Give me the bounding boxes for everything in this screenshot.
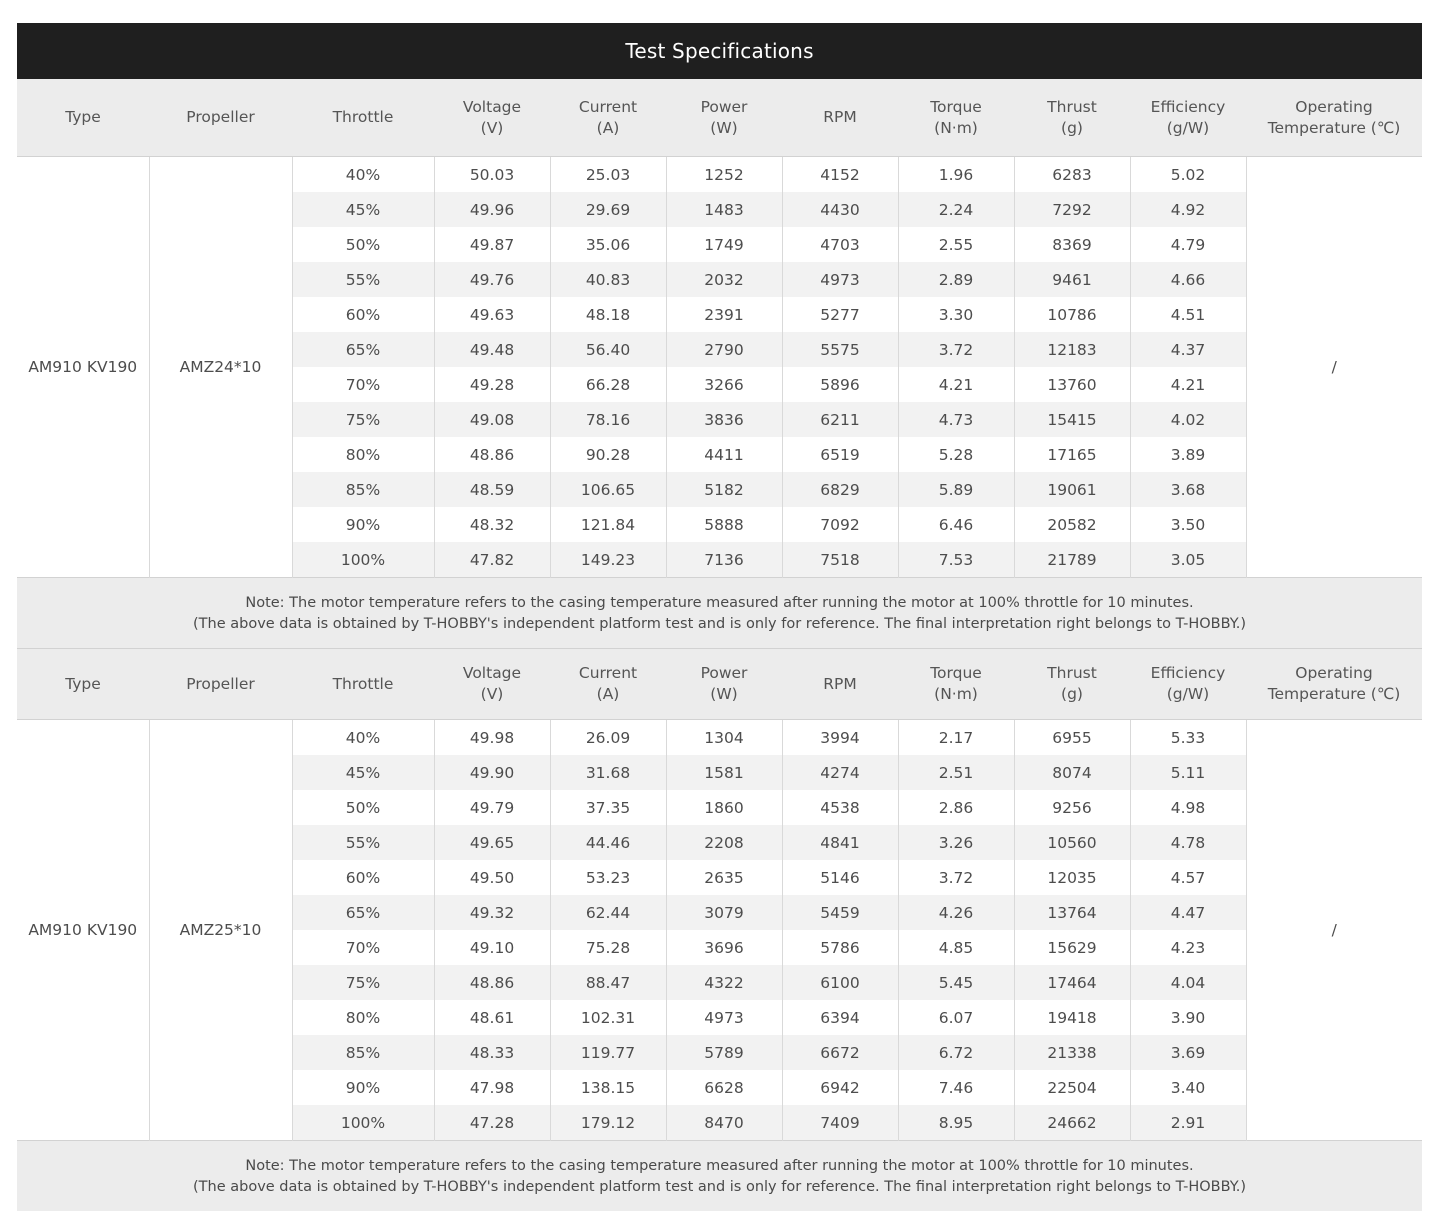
thrust-cell: 15415 xyxy=(1014,402,1130,437)
header-row xyxy=(17,649,1422,720)
rpm-cell: 4430 xyxy=(782,192,898,227)
header-torque xyxy=(898,79,1014,157)
current-cell: 149.23 xyxy=(550,542,666,578)
header-thrust xyxy=(1014,649,1130,720)
rpm-cell: 5786 xyxy=(782,930,898,965)
power-cell: 2635 xyxy=(666,860,782,895)
throttle-cell: 75% xyxy=(292,402,434,437)
voltage-cell: 48.33 xyxy=(434,1035,550,1070)
voltage-cell: 49.76 xyxy=(434,262,550,297)
current-cell: 48.18 xyxy=(550,297,666,332)
header-text: Current xyxy=(550,97,666,118)
thrust-cell: 7292 xyxy=(1014,192,1130,227)
current-cell: 37.35 xyxy=(550,790,666,825)
header-current xyxy=(550,79,666,157)
voltage-cell: 49.65 xyxy=(434,825,550,860)
power-cell: 5888 xyxy=(666,507,782,542)
thrust-cell: 10786 xyxy=(1014,297,1130,332)
header-text: Efficiency xyxy=(1130,97,1246,118)
header-text: Type xyxy=(17,674,149,695)
rpm-cell: 6829 xyxy=(782,472,898,507)
efficiency-cell: 4.21 xyxy=(1130,367,1246,402)
thrust-cell: 12183 xyxy=(1014,332,1130,367)
torque-cell: 2.51 xyxy=(898,755,1014,790)
rpm-cell: 6672 xyxy=(782,1035,898,1070)
header-propeller xyxy=(149,649,292,720)
header-efficiency xyxy=(1130,79,1246,157)
header-text: Thrust xyxy=(1014,97,1130,118)
throttle-cell: 100% xyxy=(292,1105,434,1141)
rpm-cell: 5575 xyxy=(782,332,898,367)
power-cell: 2032 xyxy=(666,262,782,297)
power-cell: 1483 xyxy=(666,192,782,227)
throttle-cell: 90% xyxy=(292,507,434,542)
header-efficiency xyxy=(1130,649,1246,720)
type-cell: AM910 KV190 xyxy=(17,157,149,578)
current-cell: 88.47 xyxy=(550,965,666,1000)
throttle-cell: 65% xyxy=(292,332,434,367)
header-text: (N·m) xyxy=(898,684,1014,705)
efficiency-cell: 3.40 xyxy=(1130,1070,1246,1105)
rpm-cell: 5277 xyxy=(782,297,898,332)
power-cell: 1749 xyxy=(666,227,782,262)
header-text: (A) xyxy=(550,684,666,705)
note-line-2: (The above data is obtained by T-HOBBY's independent platform test and is only for reference. The final interpretation right belongs to T-HOBBY.) xyxy=(17,1177,1422,1198)
thrust-cell: 20582 xyxy=(1014,507,1130,542)
torque-cell: 5.28 xyxy=(898,437,1014,472)
throttle-cell: 40% xyxy=(292,157,434,193)
efficiency-cell: 4.92 xyxy=(1130,192,1246,227)
note-row xyxy=(17,1141,1422,1211)
throttle-cell: 70% xyxy=(292,367,434,402)
voltage-cell: 48.59 xyxy=(434,472,550,507)
throttle-cell: 90% xyxy=(292,1070,434,1105)
current-cell: 121.84 xyxy=(550,507,666,542)
propeller-cell: AMZ24*10 xyxy=(149,157,292,578)
rpm-cell: 4274 xyxy=(782,755,898,790)
torque-cell: 1.96 xyxy=(898,157,1014,193)
voltage-cell: 47.98 xyxy=(434,1070,550,1105)
throttle-cell: 45% xyxy=(292,755,434,790)
rpm-cell: 6519 xyxy=(782,437,898,472)
type-cell: AM910 KV190 xyxy=(17,720,149,1141)
thrust-cell: 12035 xyxy=(1014,860,1130,895)
voltage-cell: 49.79 xyxy=(434,790,550,825)
torque-cell: 4.73 xyxy=(898,402,1014,437)
thrust-cell: 6283 xyxy=(1014,157,1130,193)
efficiency-cell: 3.05 xyxy=(1130,542,1246,578)
note-line-1: Note: The motor temperature refers to the casing temperature measured after running the motor at 100% throttle for 10 minutes. xyxy=(17,593,1422,614)
header-text: (A) xyxy=(550,118,666,139)
current-cell: 75.28 xyxy=(550,930,666,965)
rpm-cell: 6100 xyxy=(782,965,898,1000)
thrust-cell: 22504 xyxy=(1014,1070,1130,1105)
voltage-cell: 49.87 xyxy=(434,227,550,262)
note-cell xyxy=(17,1141,1422,1211)
header-text: Throttle xyxy=(292,674,434,695)
voltage-cell: 49.08 xyxy=(434,402,550,437)
current-cell: 44.46 xyxy=(550,825,666,860)
header-text: Propeller xyxy=(149,674,292,695)
power-cell: 2391 xyxy=(666,297,782,332)
voltage-cell: 48.32 xyxy=(434,507,550,542)
header-text: Voltage xyxy=(434,663,550,684)
power-cell: 6628 xyxy=(666,1070,782,1105)
power-cell: 5789 xyxy=(666,1035,782,1070)
thrust-cell: 21338 xyxy=(1014,1035,1130,1070)
table-row xyxy=(17,720,1422,756)
efficiency-cell: 2.91 xyxy=(1130,1105,1246,1141)
header-text: Temperature (℃) xyxy=(1246,118,1422,139)
torque-cell: 5.45 xyxy=(898,965,1014,1000)
voltage-cell: 48.86 xyxy=(434,437,550,472)
current-cell: 62.44 xyxy=(550,895,666,930)
current-cell: 29.69 xyxy=(550,192,666,227)
voltage-cell: 48.86 xyxy=(434,965,550,1000)
spec-table-1 xyxy=(17,79,1422,648)
header-power xyxy=(666,79,782,157)
rpm-cell: 3994 xyxy=(782,720,898,756)
current-cell: 35.06 xyxy=(550,227,666,262)
header-voltage xyxy=(434,79,550,157)
throttle-cell: 60% xyxy=(292,860,434,895)
efficiency-cell: 4.04 xyxy=(1130,965,1246,1000)
header-rpm xyxy=(782,79,898,157)
efficiency-cell: 4.57 xyxy=(1130,860,1246,895)
header-text: (W) xyxy=(666,684,782,705)
voltage-cell: 49.10 xyxy=(434,930,550,965)
efficiency-cell: 4.79 xyxy=(1130,227,1246,262)
power-cell: 3696 xyxy=(666,930,782,965)
torque-cell: 4.21 xyxy=(898,367,1014,402)
voltage-cell: 49.98 xyxy=(434,720,550,756)
rpm-cell: 4841 xyxy=(782,825,898,860)
rpm-cell: 4703 xyxy=(782,227,898,262)
throttle-cell: 55% xyxy=(292,825,434,860)
header-text: Operating xyxy=(1246,97,1422,118)
voltage-cell: 48.61 xyxy=(434,1000,550,1035)
header-text: (g) xyxy=(1014,118,1130,139)
efficiency-cell: 4.78 xyxy=(1130,825,1246,860)
header-text: (g) xyxy=(1014,684,1130,705)
efficiency-cell: 3.90 xyxy=(1130,1000,1246,1035)
torque-cell: 4.85 xyxy=(898,930,1014,965)
throttle-cell: 80% xyxy=(292,1000,434,1035)
power-cell: 5182 xyxy=(666,472,782,507)
header-text: Thrust xyxy=(1014,663,1130,684)
note-text xyxy=(17,1141,1422,1211)
thrust-cell: 15629 xyxy=(1014,930,1130,965)
power-cell: 4322 xyxy=(666,965,782,1000)
page-title xyxy=(17,23,1422,79)
rpm-cell: 7518 xyxy=(782,542,898,578)
header-voltage xyxy=(434,649,550,720)
header-row xyxy=(17,79,1422,157)
power-cell: 1860 xyxy=(666,790,782,825)
rpm-cell: 6211 xyxy=(782,402,898,437)
power-cell: 1581 xyxy=(666,755,782,790)
thrust-cell: 24662 xyxy=(1014,1105,1130,1141)
header-type xyxy=(17,649,149,720)
efficiency-cell: 3.50 xyxy=(1130,507,1246,542)
throttle-cell: 45% xyxy=(292,192,434,227)
note-row xyxy=(17,578,1422,649)
rpm-cell: 4538 xyxy=(782,790,898,825)
header-text: Operating xyxy=(1246,663,1422,684)
torque-cell: 7.46 xyxy=(898,1070,1014,1105)
note-text xyxy=(17,578,1422,648)
voltage-cell: 49.28 xyxy=(434,367,550,402)
header-thrust xyxy=(1014,79,1130,157)
thrust-cell: 6955 xyxy=(1014,720,1130,756)
header-power xyxy=(666,649,782,720)
header-text: (g/W) xyxy=(1130,684,1246,705)
thrust-cell: 8369 xyxy=(1014,227,1130,262)
thrust-cell: 21789 xyxy=(1014,542,1130,578)
voltage-cell: 47.28 xyxy=(434,1105,550,1141)
header-current xyxy=(550,649,666,720)
header-type xyxy=(17,79,149,157)
thrust-cell: 13764 xyxy=(1014,895,1130,930)
rpm-cell: 5459 xyxy=(782,895,898,930)
throttle-cell: 65% xyxy=(292,895,434,930)
power-cell: 3079 xyxy=(666,895,782,930)
voltage-cell: 49.50 xyxy=(434,860,550,895)
torque-cell: 2.55 xyxy=(898,227,1014,262)
voltage-cell: 49.48 xyxy=(434,332,550,367)
thrust-cell: 10560 xyxy=(1014,825,1130,860)
header-text: (W) xyxy=(666,118,782,139)
throttle-cell: 85% xyxy=(292,1035,434,1070)
efficiency-cell: 5.11 xyxy=(1130,755,1246,790)
rpm-cell: 5896 xyxy=(782,367,898,402)
torque-cell: 3.30 xyxy=(898,297,1014,332)
torque-cell: 2.17 xyxy=(898,720,1014,756)
torque-cell: 3.72 xyxy=(898,332,1014,367)
rpm-cell: 6394 xyxy=(782,1000,898,1035)
temperature-cell: / xyxy=(1246,720,1422,1141)
rpm-cell: 4973 xyxy=(782,262,898,297)
voltage-cell: 49.90 xyxy=(434,755,550,790)
throttle-cell: 60% xyxy=(292,297,434,332)
header-text: Torque xyxy=(898,663,1014,684)
note-line-1: Note: The motor temperature refers to the casing temperature measured after running the motor at 100% throttle for 10 minutes. xyxy=(17,1156,1422,1177)
current-cell: 40.83 xyxy=(550,262,666,297)
throttle-cell: 100% xyxy=(292,542,434,578)
torque-cell: 2.24 xyxy=(898,192,1014,227)
header-rpm xyxy=(782,649,898,720)
efficiency-cell: 4.23 xyxy=(1130,930,1246,965)
efficiency-cell: 4.98 xyxy=(1130,790,1246,825)
current-cell: 53.23 xyxy=(550,860,666,895)
thrust-cell: 9256 xyxy=(1014,790,1130,825)
thrust-cell: 17165 xyxy=(1014,437,1130,472)
voltage-cell: 47.82 xyxy=(434,542,550,578)
current-cell: 90.28 xyxy=(550,437,666,472)
temperature-cell: / xyxy=(1246,157,1422,578)
thrust-cell: 19418 xyxy=(1014,1000,1130,1035)
power-cell: 1304 xyxy=(666,720,782,756)
header-text: Type xyxy=(17,107,149,128)
header-text: Power xyxy=(666,663,782,684)
rpm-cell: 5146 xyxy=(782,860,898,895)
current-cell: 102.31 xyxy=(550,1000,666,1035)
header-text: Power xyxy=(666,97,782,118)
throttle-cell: 50% xyxy=(292,790,434,825)
voltage-cell: 49.63 xyxy=(434,297,550,332)
efficiency-cell: 3.89 xyxy=(1130,437,1246,472)
power-cell: 2790 xyxy=(666,332,782,367)
power-cell: 4973 xyxy=(666,1000,782,1035)
header-text: Efficiency xyxy=(1130,663,1246,684)
efficiency-cell: 4.51 xyxy=(1130,297,1246,332)
header-text: Torque xyxy=(898,97,1014,118)
power-cell: 3266 xyxy=(666,367,782,402)
thrust-cell: 17464 xyxy=(1014,965,1130,1000)
current-cell: 25.03 xyxy=(550,157,666,193)
voltage-cell: 49.32 xyxy=(434,895,550,930)
current-cell: 119.77 xyxy=(550,1035,666,1070)
efficiency-cell: 4.02 xyxy=(1130,402,1246,437)
header-torque xyxy=(898,649,1014,720)
header-throttle xyxy=(292,79,434,157)
header-text: (V) xyxy=(434,684,550,705)
power-cell: 1252 xyxy=(666,157,782,193)
torque-cell: 6.07 xyxy=(898,1000,1014,1035)
power-cell: 4411 xyxy=(666,437,782,472)
torque-cell: 8.95 xyxy=(898,1105,1014,1141)
throttle-cell: 75% xyxy=(292,965,434,1000)
power-cell: 8470 xyxy=(666,1105,782,1141)
current-cell: 66.28 xyxy=(550,367,666,402)
torque-cell: 4.26 xyxy=(898,895,1014,930)
rpm-cell: 6942 xyxy=(782,1070,898,1105)
throttle-cell: 80% xyxy=(292,437,434,472)
header-text: Current xyxy=(550,663,666,684)
efficiency-cell: 3.69 xyxy=(1130,1035,1246,1070)
header-propeller xyxy=(149,79,292,157)
efficiency-cell: 5.33 xyxy=(1130,720,1246,756)
efficiency-cell: 4.37 xyxy=(1130,332,1246,367)
efficiency-cell: 4.66 xyxy=(1130,262,1246,297)
torque-cell: 6.46 xyxy=(898,507,1014,542)
current-cell: 106.65 xyxy=(550,472,666,507)
header-throttle xyxy=(292,649,434,720)
power-cell: 2208 xyxy=(666,825,782,860)
header-text: (N·m) xyxy=(898,118,1014,139)
propeller-cell: AMZ25*10 xyxy=(149,720,292,1141)
efficiency-cell: 4.47 xyxy=(1130,895,1246,930)
header-temperature xyxy=(1246,79,1422,157)
spec-table-2 xyxy=(17,648,1422,1211)
throttle-cell: 40% xyxy=(292,720,434,756)
thrust-cell: 13760 xyxy=(1014,367,1130,402)
throttle-cell: 70% xyxy=(292,930,434,965)
torque-cell: 7.53 xyxy=(898,542,1014,578)
header-text: Throttle xyxy=(292,107,434,128)
voltage-cell: 49.96 xyxy=(434,192,550,227)
torque-cell: 2.86 xyxy=(898,790,1014,825)
page-title-text: Test Specifications xyxy=(625,39,813,63)
header-text: Temperature (℃) xyxy=(1246,684,1422,705)
throttle-cell: 50% xyxy=(292,227,434,262)
torque-cell: 6.72 xyxy=(898,1035,1014,1070)
efficiency-cell: 3.68 xyxy=(1130,472,1246,507)
rpm-cell: 4152 xyxy=(782,157,898,193)
torque-cell: 3.72 xyxy=(898,860,1014,895)
header-text: RPM xyxy=(782,107,898,128)
torque-cell: 2.89 xyxy=(898,262,1014,297)
current-cell: 179.12 xyxy=(550,1105,666,1141)
header-temperature xyxy=(1246,649,1422,720)
table-row xyxy=(17,157,1422,193)
header-text: Propeller xyxy=(149,107,292,128)
header-text: Voltage xyxy=(434,97,550,118)
voltage-cell: 50.03 xyxy=(434,157,550,193)
note-cell xyxy=(17,578,1422,649)
thrust-cell: 9461 xyxy=(1014,262,1130,297)
current-cell: 78.16 xyxy=(550,402,666,437)
throttle-cell: 55% xyxy=(292,262,434,297)
thrust-cell: 8074 xyxy=(1014,755,1130,790)
torque-cell: 5.89 xyxy=(898,472,1014,507)
rpm-cell: 7092 xyxy=(782,507,898,542)
header-text: (g/W) xyxy=(1130,118,1246,139)
current-cell: 31.68 xyxy=(550,755,666,790)
power-cell: 7136 xyxy=(666,542,782,578)
efficiency-cell: 5.02 xyxy=(1130,157,1246,193)
thrust-cell: 19061 xyxy=(1014,472,1130,507)
current-cell: 56.40 xyxy=(550,332,666,367)
torque-cell: 3.26 xyxy=(898,825,1014,860)
current-cell: 138.15 xyxy=(550,1070,666,1105)
header-text: (V) xyxy=(434,118,550,139)
current-cell: 26.09 xyxy=(550,720,666,756)
power-cell: 3836 xyxy=(666,402,782,437)
note-line-2: (The above data is obtained by T-HOBBY's independent platform test and is only for reference. The final interpretation right belongs to T-HOBBY.) xyxy=(17,614,1422,635)
throttle-cell: 85% xyxy=(292,472,434,507)
rpm-cell: 7409 xyxy=(782,1105,898,1141)
header-text: RPM xyxy=(782,674,898,695)
